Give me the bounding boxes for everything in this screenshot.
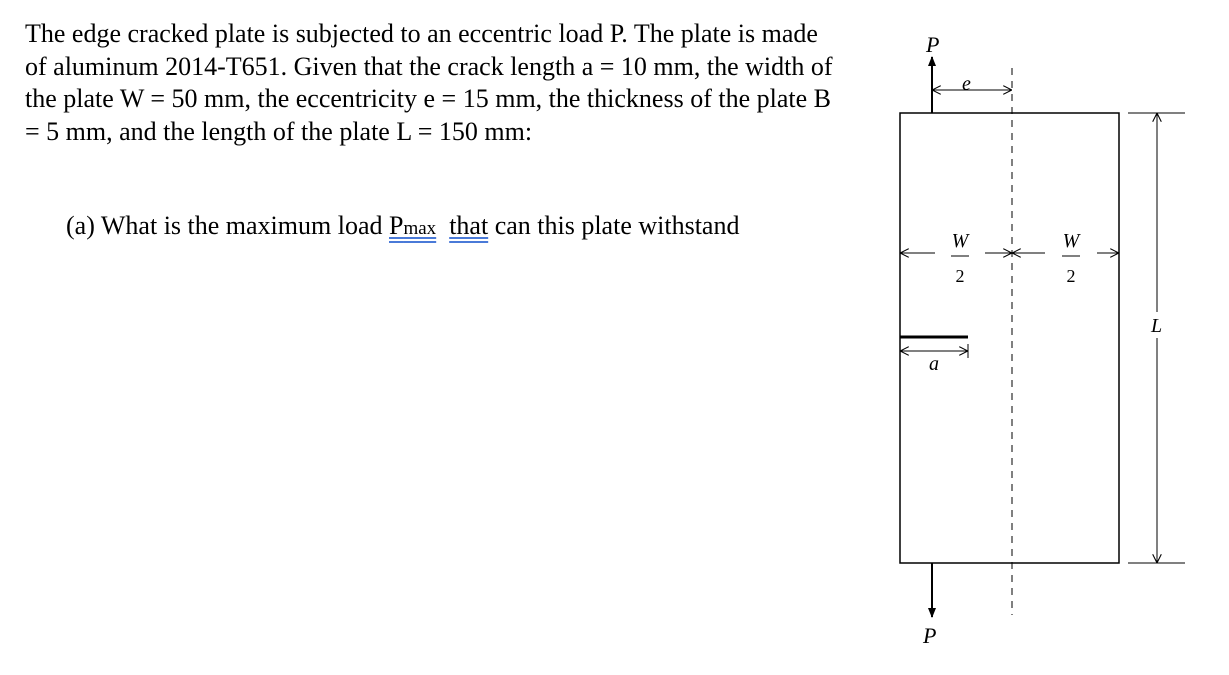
bottom-load-label: P: [923, 623, 937, 648]
problem-text: The edge cracked plate is subjected to an eccentric load P. The plate is made of aluminum 2014-T651. Given that the crack length a = 10 mm, the width of the plate W = 50 mm, the eccentricity e = 15 mm, the thickness of the plate B = 5 mm, and the length of the plate L = 150 mm:: [25, 19, 833, 146]
pmax-main: P: [389, 211, 404, 240]
underlined-word: that: [449, 211, 489, 240]
half-width-left-denominator: 2: [955, 266, 965, 286]
half-width-right-denominator: 2: [1066, 266, 1076, 286]
half-width-left-numerator: W: [951, 230, 969, 252]
crack-length-label: a: [929, 353, 939, 375]
length-label: L: [1151, 315, 1163, 337]
top-load-label: P: [926, 32, 940, 57]
question-prefix: (a) What is the maximum load: [66, 211, 389, 240]
half-width-right-numerator: W: [1062, 230, 1080, 252]
eccentricity-label: e: [962, 73, 971, 95]
question-suffix: can this plate withstand: [488, 211, 740, 240]
pmax-subscript: max: [403, 218, 437, 239]
